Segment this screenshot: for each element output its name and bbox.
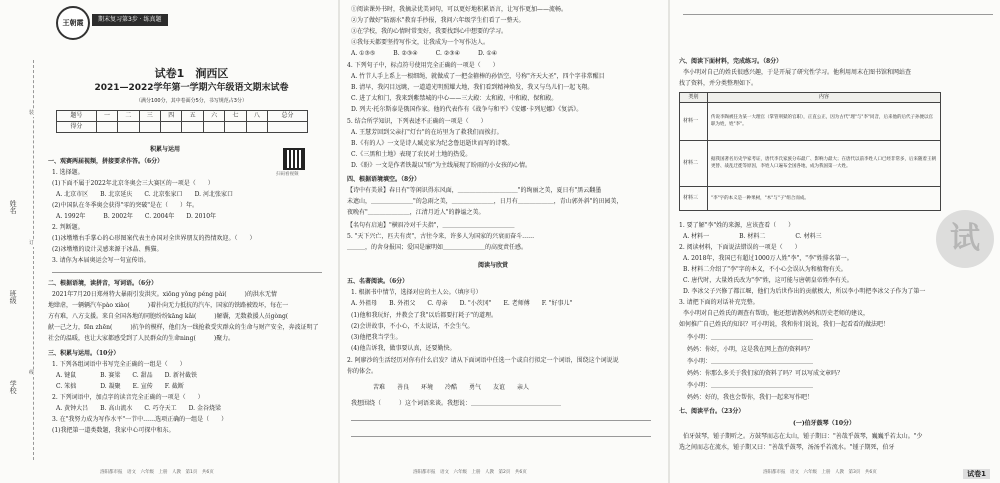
qr-caption: 扫码看视频 <box>276 172 299 177</box>
option-line: C.《三黑和土地》表现了农民对土地的热爱。 <box>351 151 472 158</box>
passage-line: 献一己之力，fēn zhēn( )抗争的模样，他们为一线抢救受灾群众的生命与财产安全，奔波证明了 <box>48 324 319 331</box>
table-cell: 七 <box>225 111 246 122</box>
option-line: D. 列夫·托尔斯泰是俄国作家。他的代表作有《战争与和平》《安娜·卡列尼娜》《复活》。 <box>351 106 583 113</box>
material-table <box>679 92 941 211</box>
answer-line[interactable] <box>683 14 993 15</box>
question-line: (2)冰墩墩的设计灵感来源于冰晶、熊猫。 <box>52 246 163 253</box>
question-line: 2. 判断题。 <box>52 224 84 231</box>
page-footer: 洛阳都市报 语文 六年级 上册 人教 第1页 共6页 <box>100 470 214 476</box>
question-line: 3. 在"我努力成为写作水平"一节中……选项正确的一组是（ ） <box>52 416 228 423</box>
option-line: A. 1992年 B. 2002年 C. 2004年 D. 2010年 <box>56 213 217 220</box>
option-line: C. 唐代时，大量姓氏改为"李"姓，这可能与唐朝皇帝姓李有关。 <box>683 277 853 284</box>
question-heading: 二、根据语境，读拼音，写词语。（6分） <box>48 280 158 287</box>
fill-line[interactable]: 【诗中有美景】春日有"等闲识得东风面，＿＿＿＿＿＿＿＿＿＿"的绚丽之美，夏日有"黑云翻墨 <box>347 187 602 194</box>
table-row <box>680 103 941 141</box>
option-line: A. 王慧芳回到父亲打"灯台"的在坊里为了救我们而挨打。 <box>351 129 503 136</box>
question-heading: 五、名著阅读。（6分） <box>347 278 409 285</box>
page-one <box>0 0 335 483</box>
option-line: ②为了做好"防溺水"教育手抄报，我问六年级学生们看了一整天。 <box>351 17 525 24</box>
dialog-line: 妈妈：好的，我也会帮你，我们一起来写作吧！ <box>687 394 814 401</box>
passage-line: 地肆虐，一辆辆汽车pào xiào( )着扑向无力抵抗的汽车，国家的铁路被毁坏，每在一 <box>48 302 289 309</box>
table-cell: 得分 <box>57 122 97 133</box>
row-content: "李"字的本义是一种果树，"木"与"子"组合而成。 <box>708 187 941 211</box>
score-cell[interactable] <box>139 122 160 133</box>
option-line: D.《盼》一文是作者铁凝以"盼"为主线展现了盼雨的小女孩的心情。 <box>351 162 532 169</box>
question-line: 3. 请你为本届奥运会写一句宣传语。 <box>52 257 150 264</box>
paper-number-tag: 试卷1 <box>963 469 990 479</box>
table-row <box>680 187 941 211</box>
question-line: 1. 根据书中情节，选择对应的主人公。（填序号） <box>351 289 482 296</box>
row-label: 材料二 <box>680 141 708 187</box>
table-row <box>680 93 941 103</box>
section-heading: 阅读与欣赏 <box>478 262 509 269</box>
question-line: (1)我把第一道类数题，我家中心可探中和东。 <box>52 427 175 434</box>
passage-line: 选之间而志在流水，锺子期又曰："善哉乎鼓琴，汤汤乎若流水。"锺子期死，伯牙 <box>679 444 895 451</box>
exam-note: （满分100分，其中卷面分5分，书写规范占3分） <box>136 98 247 104</box>
question-line: (1)冰墩墩右手掌心的心形图案代表主办国对全世界朋友的热情欢迎。（ ） <box>52 235 256 242</box>
option-line: ③在学校，我的心情时常变好，我要找到心中想要的学习。 <box>351 28 508 35</box>
score-cell[interactable] <box>118 122 139 133</box>
question-line: (1)他和我玩好，并教会了我"以后都要打耗子"的道理。 <box>351 312 498 319</box>
score-cell[interactable] <box>96 122 117 133</box>
option-line: C. 笨拙 D. 凝聚 E. 宣传 F. 截断 <box>56 383 184 390</box>
fill-line[interactable]: 夜晚有"＿＿＿＿＿＿＿，江清月近人"的静谧之美。 <box>347 209 485 216</box>
question-line: 1. 要了解"李"姓的来源，应该查看（ ） <box>679 222 795 229</box>
table-cell: 八 <box>246 111 267 122</box>
binding-strip <box>0 0 42 483</box>
option-line: B. 材料二介绍了"李"字的本义，不小心会误认为和植物有关。 <box>683 266 847 273</box>
question-line: (2)中国队在冬季奥会获得"零的突破"是在（ ）年。 <box>52 202 199 209</box>
column-header: 类别 <box>680 93 708 103</box>
column-header: 内容 <box>708 93 941 103</box>
fill-line[interactable]: ＿＿＿，的舍身报国；爱国是廉明如＿＿＿＿＿＿＿的高度责任感。 <box>347 244 528 251</box>
table-row <box>57 122 308 133</box>
option-line: B.《有的人》一文是诗人臧克家为纪念鲁迅逝世而写的诗歌。 <box>351 140 514 147</box>
answer-line[interactable] <box>351 436 651 437</box>
score-cell[interactable] <box>268 122 308 133</box>
dialog-line[interactable]: 李小明：＿＿＿＿＿＿＿＿＿＿＿＿＿＿＿＿＿ <box>687 358 814 365</box>
score-cell[interactable] <box>203 122 224 133</box>
exam-subtitle: 2021—2022学年第一学期六年级语文期末试卷 <box>94 83 289 93</box>
table-cell: 四 <box>161 111 182 122</box>
question-line: 5. 结合所学知识，下列表述不正确的一项是（ ） <box>347 118 487 125</box>
table-cell: 题号 <box>57 111 97 122</box>
fill-line[interactable]: 未遮山，＿＿＿＿＿＿＿"的急雨之美，＿＿＿＿＿＿＿，日月有＿＿＿＿＿＿，青山郭外斜"的田园美， <box>347 198 623 205</box>
option-line: A. 外祖母 B. 外祖父 C. 母亲 D. "小茨冈" E. 老师傅 F. "好事儿" <box>351 300 573 307</box>
option-line: A. 北京市区 B. 北京延庆 C. 北京张家口 D. 河北张家口 <box>56 191 233 198</box>
option-line: ①阅读课外书时，我摘录优美词句，可以更好地积累语言，让写作更加——流畅。 <box>351 6 568 13</box>
cut-mark: 线 <box>29 370 35 376</box>
option-line: D. 李冰父子兴修了都江堰，他们为后世作出的贡献极大，所以李小明把李冰父子作为了第一 <box>683 288 926 295</box>
table-cell: 五 <box>182 111 203 122</box>
passage-line: 李小明对自己的姓氏很感兴趣，于是开展了研究性学习。他利用周末在图书馆和网站查 <box>683 69 912 76</box>
word-choices: 苦难 善良 环境 冷酷 勇气 友谊 亲人 <box>373 384 530 391</box>
question-line: 1. 选择题。 <box>52 169 84 176</box>
page-three <box>673 0 1000 483</box>
school-label: 学校 <box>9 380 18 394</box>
page-footer: 洛阳都市报 语文 六年级 上册 人教 第3页 共6页 <box>763 470 877 476</box>
fill-line[interactable]: 我想围绕（ ）这个词语来谈。我想说：＿＿＿＿＿＿＿＿＿＿＿＿＿＿＿ <box>351 400 562 407</box>
fill-line[interactable]: 【名句有启迪】"横眉冷对千夫指"，＿＿＿＿＿＿＿＿＿＿＿＿ <box>347 222 515 229</box>
review-banner: 期末复习第3步 · 练真题 <box>92 14 168 26</box>
exam-title: 试卷1 涧西区 <box>154 67 229 80</box>
answer-line[interactable] <box>52 272 322 273</box>
passage-line: 李小明对自己姓氏的调查有帮助，他还想请教妈妈和历史老师的建议， <box>683 310 870 317</box>
dialog-line: 妈妈：你好，小明，这是我在网上查的资料吗？ <box>687 346 814 353</box>
question-line: (1)下面不属于2022年北京冬奥会三大赛区的一项是（ ） <box>52 180 214 187</box>
option-line: A. 材料一 B. 材料二 C. 材料三 <box>683 233 822 240</box>
page-gutter <box>338 0 340 483</box>
question-line: 你的体会。 <box>347 368 378 375</box>
score-table <box>56 110 308 133</box>
option-line: A. 2018年，我国已有超过1000万人姓"李"，"李"姓排名第一。 <box>683 255 853 262</box>
table-row <box>680 141 941 187</box>
option-line: A. 黄钟大吕 B. 高山流水 C. 巧夺天工 D. 金谷烧梁 <box>56 405 221 412</box>
question-heading: 四、根据语境填空。（8分） <box>347 176 421 183</box>
question-line: 2. 阅读材料，下面说法错误的一项是（ ） <box>679 244 801 251</box>
question-line: 4. 下列句子中，标点符号使用完全正确的一项是（ ） <box>347 62 499 69</box>
row-content: 据我国著名历史学家考证，唐代李氏家族分布最广、影响力最大；在唐代以前李姓人口已经非常多，后来随着王朝更替、战乱迁徙等原因，李姓人口遍布全国各地，成为我国第一大姓。 <box>708 141 941 187</box>
table-cell: 二 <box>118 111 139 122</box>
option-line: A. ①③⑤ B. ②③④ C. ②③④ D. ①④ <box>351 50 498 57</box>
class-label: 班级 <box>9 290 18 304</box>
watermark-stamp: 试 <box>936 210 994 268</box>
question-line: (2)会讲故事，不小心，不太说话，不会生气。 <box>351 323 474 330</box>
passage-line: 社会的温暖，也让大家都感受到了人民群众的生命ning( )聚力。 <box>48 335 235 342</box>
passage-title: (一)伯牙鼓琴（10分） <box>793 420 856 427</box>
passage-line: 如何推广自己姓氏的知识？可小明说，我和你们说说，我们一起看看的做法吧！ <box>679 321 890 328</box>
question-heading: 三、积累与运用。（10分） <box>48 350 120 357</box>
passage-line: 方有难，八方支援。来自全国各地的同胞纷纷kāng kǎi( )解囊，无数救援人员gòng( <box>48 313 301 320</box>
row-label: 材料三 <box>680 187 708 211</box>
question-line: 3. 请把下面的对话补充完整。 <box>679 299 759 306</box>
qr-code-icon[interactable] <box>283 148 305 170</box>
option-line: A. 竹节人手上系上一根细绳，就做成了一把金箍棒的孙悟空，号称"齐天大圣"，四个字非常醒目 <box>351 73 605 80</box>
cut-line <box>33 60 34 460</box>
question-heading: 七、阅读平台。（23分） <box>679 408 745 415</box>
fill-line[interactable]: 5. "天下兴亡，匹夫有责"，古往今来，许多人为国家的兴衰而奋斗…… <box>347 233 535 240</box>
dialog-line[interactable]: 李小明：＿＿＿＿＿＿＿＿＿＿＿＿＿＿＿＿＿ <box>687 382 814 389</box>
question-line: 2. 下列词语中，加点字的读音完全正确的一项是（ ） <box>52 394 204 401</box>
passage-line: 2021年7月20日郑州特大暴雨引发洪灾。xiōng yǒng péng pài( )的洪水无情 <box>52 291 277 298</box>
passage-line: 找了资料，并分类整理如下。 <box>679 80 758 87</box>
page-two <box>343 0 665 483</box>
question-heading: 一、观赛两届视频，拼接要求作答。（6分） <box>48 158 164 165</box>
option-line: B. 清早，我闪目远眺，一道道光明照耀大地，我们看到精神焕发，我又与鸟儿们一起飞翔。 <box>351 84 594 91</box>
table-cell: 一 <box>96 111 117 122</box>
table-cell: 六 <box>203 111 224 122</box>
option-line: A. 键鼠 B. 赛梁 C. 甜品 D. 新衬截铁 <box>56 372 197 379</box>
question-line: 1. 下列各组词语中书写完全正确的一组是（ ） <box>52 361 186 368</box>
score-cell[interactable] <box>246 122 267 133</box>
name-label: 姓名 <box>9 200 18 214</box>
dialog-line[interactable]: 李小明：＿＿＿＿＿＿＿＿＿＿＿＿＿＿＿＿＿ <box>687 334 814 341</box>
row-label: 材料一 <box>680 103 708 141</box>
question-line: (4)他告诉我，做事要认真，还要勤快。 <box>351 345 456 352</box>
row-content: 传说李陶被任为某一大理官（掌管刑狱的官职），正直公正，因为古代"理"与"李"同音，后来他的后代子孙便以官职为姓，姓"李"。 <box>708 103 941 141</box>
table-row <box>57 111 308 122</box>
answer-line[interactable] <box>351 420 651 421</box>
question-line: (3)他把我当学生。 <box>351 334 402 341</box>
section-heading: 积累与运用 <box>150 146 181 153</box>
dialog-line: 妈妈：你那么多关于我们家的资料了吗？可以写成文章吗？ <box>687 370 844 377</box>
table-cell: 总分 <box>268 111 308 122</box>
cut-mark: 订 <box>29 240 35 246</box>
option-line: C. 进了太和门，我来到紫禁城的中心——三大殿：太和殿、中和殿、保和殿。 <box>351 95 558 102</box>
cut-mark: 装 <box>29 110 35 116</box>
page-gutter <box>668 0 670 483</box>
table-cell: 三 <box>139 111 160 122</box>
page-footer: 洛阳都市报 语文 六年级 上册 人教 第2页 共6页 <box>413 470 527 476</box>
passage-line: 伯牙鼓琴，锺子期听之。方鼓琴而志在太山，锺子期曰："善哉乎鼓琴，巍巍乎若太山。"少 <box>683 433 923 440</box>
score-cell[interactable] <box>182 122 203 133</box>
question-line: 2. 阿廖沙的生活经历对你有什么启发？请从下面词语中任选一个或自行拟定一个词语，围绕这个词说说 <box>347 357 619 364</box>
publisher-logo: 王朝霞 <box>56 6 90 40</box>
question-heading: 六、阅读下面材料，完成练习。（8分） <box>679 58 783 65</box>
score-cell[interactable] <box>161 122 182 133</box>
option-line: ④我每天都要坚持写作文，让我成为一个写作达人。 <box>351 39 490 46</box>
score-cell[interactable] <box>225 122 246 133</box>
